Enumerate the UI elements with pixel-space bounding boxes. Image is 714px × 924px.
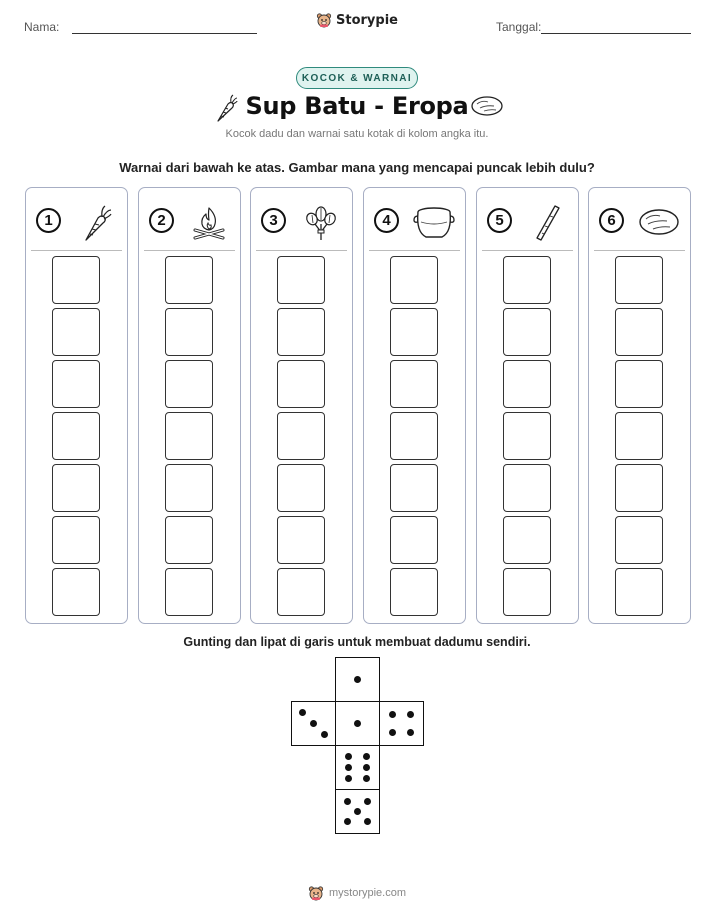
color-box[interactable] <box>165 360 213 408</box>
carrot-icon <box>74 202 118 242</box>
color-box[interactable] <box>277 568 325 616</box>
color-box[interactable] <box>503 412 551 460</box>
color-box[interactable] <box>503 360 551 408</box>
column-header <box>487 202 569 242</box>
cut-instruction: Gunting dan lipat di garis untuk membuat dadumu sendiri. <box>183 635 531 649</box>
color-box[interactable] <box>52 516 100 564</box>
color-box[interactable] <box>390 516 438 564</box>
color-box[interactable] <box>615 256 663 304</box>
footer <box>0 885 714 901</box>
pip <box>407 711 414 718</box>
color-box[interactable] <box>390 308 438 356</box>
column-number: 1 <box>36 208 61 233</box>
color-box[interactable] <box>52 412 100 460</box>
column-number: 6 <box>599 208 624 233</box>
color-box[interactable] <box>52 360 100 408</box>
color-box[interactable] <box>52 464 100 512</box>
column-2 <box>138 187 241 624</box>
pip <box>407 729 414 736</box>
pip <box>363 764 370 771</box>
color-box[interactable] <box>165 412 213 460</box>
color-box[interactable] <box>165 464 213 512</box>
pip <box>389 711 396 718</box>
color-box[interactable] <box>615 412 663 460</box>
page-title: Sup Batu - Eropa <box>245 92 469 120</box>
color-box[interactable] <box>390 464 438 512</box>
stick-icon <box>525 202 569 242</box>
date-line[interactable] <box>541 33 691 34</box>
bear-mascot-icon <box>316 12 332 28</box>
pip <box>364 818 371 825</box>
pip <box>364 798 371 805</box>
color-box[interactable] <box>503 308 551 356</box>
dice-face-1 <box>335 701 380 746</box>
color-box[interactable] <box>503 516 551 564</box>
name-line[interactable] <box>72 33 257 34</box>
color-box[interactable] <box>390 256 438 304</box>
color-box[interactable] <box>52 256 100 304</box>
pip <box>310 720 317 727</box>
column-divider <box>256 250 347 251</box>
column-header <box>374 202 456 242</box>
column-number: 3 <box>261 208 286 233</box>
dice-face-4 <box>379 701 424 746</box>
column-1 <box>25 187 128 624</box>
pip <box>321 731 328 738</box>
pip <box>354 676 361 683</box>
column-3 <box>250 187 353 624</box>
dice-face-5 <box>335 789 380 834</box>
subtitle: Kocok dadu dan warnai satu kotak di kolom angka itu. <box>225 128 489 140</box>
color-box[interactable] <box>277 360 325 408</box>
column-header <box>261 202 343 242</box>
instruction: Warnai dari bawah ke atas. Gambar mana yang mencapai puncak lebih dulu? <box>119 160 595 175</box>
color-box[interactable] <box>52 308 100 356</box>
pip <box>363 775 370 782</box>
column-5 <box>476 187 579 624</box>
column-4 <box>363 187 466 624</box>
pip <box>354 808 361 815</box>
column-number: 5 <box>487 208 512 233</box>
pip <box>345 775 352 782</box>
color-box[interactable] <box>165 308 213 356</box>
column-header <box>599 202 681 242</box>
color-box[interactable] <box>615 308 663 356</box>
column-divider <box>482 250 573 251</box>
color-box[interactable] <box>615 464 663 512</box>
column-divider <box>369 250 460 251</box>
bear-mascot-icon <box>308 885 324 901</box>
dice-face-1 <box>335 657 380 702</box>
date-label: Tanggal: <box>496 20 542 34</box>
brand-logo <box>0 12 714 28</box>
activity-badge: KOCOK & WARNAI <box>296 67 418 89</box>
color-box[interactable] <box>390 568 438 616</box>
footer-url[interactable]: mystorypie.com <box>328 887 407 899</box>
color-box[interactable] <box>165 256 213 304</box>
column-header <box>149 202 231 242</box>
color-box[interactable] <box>390 360 438 408</box>
pip <box>344 798 351 805</box>
cooking-pot-icon <box>412 202 456 242</box>
column-divider <box>144 250 235 251</box>
color-box[interactable] <box>615 568 663 616</box>
color-box[interactable] <box>165 568 213 616</box>
color-box[interactable] <box>277 464 325 512</box>
dice-face-3 <box>291 701 336 746</box>
pip <box>354 720 361 727</box>
pip <box>389 729 396 736</box>
color-box[interactable] <box>390 412 438 460</box>
column-header <box>36 202 118 242</box>
color-box[interactable] <box>165 516 213 564</box>
color-box[interactable] <box>503 256 551 304</box>
color-box[interactable] <box>615 360 663 408</box>
color-box[interactable] <box>277 308 325 356</box>
color-box[interactable] <box>52 568 100 616</box>
title-row <box>0 92 714 124</box>
column-number: 2 <box>149 208 174 233</box>
color-box[interactable] <box>277 516 325 564</box>
campfire-icon <box>187 202 231 242</box>
column-number: 4 <box>374 208 399 233</box>
stone-icon <box>637 202 681 242</box>
column-6 <box>588 187 691 624</box>
pip <box>299 709 306 716</box>
column-divider <box>31 250 122 251</box>
pip <box>345 764 352 771</box>
stone-icon <box>470 94 504 118</box>
color-box[interactable] <box>277 256 325 304</box>
herbs-icon <box>299 202 343 242</box>
color-box[interactable] <box>503 568 551 616</box>
color-box[interactable] <box>503 464 551 512</box>
brand-name: Storypie <box>336 12 398 28</box>
pip <box>344 818 351 825</box>
dice-face-6 <box>335 745 380 790</box>
color-box[interactable] <box>615 516 663 564</box>
color-box[interactable] <box>277 412 325 460</box>
pip <box>345 753 352 760</box>
pip <box>363 753 370 760</box>
column-divider <box>594 250 685 251</box>
name-label: Nama: <box>24 20 60 34</box>
